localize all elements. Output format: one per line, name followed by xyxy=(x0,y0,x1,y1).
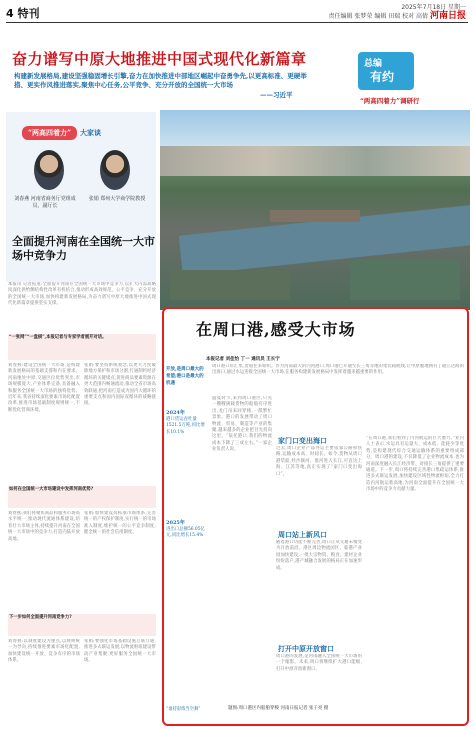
column-badge xyxy=(358,52,414,90)
theme-banner xyxy=(6,46,468,104)
interview-tag: “两高四着力” xyxy=(22,126,77,140)
portrait-caption-2: 张娟 郑州大学商学院教授 xyxy=(88,196,146,202)
answer-column-3: 刘春燕:我们将聚焦商品和服务市场高水平统一,推动现代流通体系建设,培育壮大市场主体,持续提升河南在全国统一大市场中的竞争力,打造内陆开放高地。 xyxy=(8,511,80,542)
section-heading-1: 家门口变出海口 xyxy=(278,436,327,445)
sidebar-text-1: 港口货运吞吐量1521.5万吨,同比增长10.1% xyxy=(166,416,205,435)
sidebar-footer: “谁持彩练当空舞” xyxy=(166,707,201,712)
sidebar-stat-1 xyxy=(166,410,208,436)
article-col-2a: 过去,周口企业产品外运主要依靠公路和铁路,运输成本高、时间长。如今,货物从周口港装船,经沙颍河、淮河进入长江,可直达上海、江苏等地,真正实现了“家门口变出海口”。 xyxy=(276,446,362,477)
sidebar-year-1: 2024年 xyxy=(166,410,185,416)
sidebar-year-2: 2025年 xyxy=(166,520,185,526)
answer-column-1: 刘春燕:建设全国统一大市场,是构建新发展格局的基础支撑和内在要求。河南地处中原,交通区位优势突出,市场规模庞大,产业体系完备,具备融入和服务全国统一大市场的独特优势。近年来,我省持续深化要素市场化配置改革,推进市场基础制度规则统一,不断优化营商环境。 xyxy=(8,363,80,413)
answer-column-2: 张娟:要坚持系统观念,以更大力度破除地方保护和市场分割,打通制约经济循环的关键堵点,促进商品要素资源在更大范围内畅通流动,推动全省市场高效联通,把河南打造成为国内大循环的重要支点和国内国际双循环的战略链接。 xyxy=(84,363,156,407)
header-rule xyxy=(6,22,468,23)
banner-title: 奋力谱写中原大地推进中国式现代化新篇章 xyxy=(12,50,307,68)
section-heading-3: 打开中原开放窗口 xyxy=(278,644,334,653)
issue-date: 2025年7月18日 星期一 xyxy=(401,4,466,11)
article-title: 在周口港,感受大市场 xyxy=(196,320,356,339)
article-col-2b: 随着港口功能不断完善,周口正从交通末梢变为开放前沿。港区周边物流园区、临港产业园加快建设,一批大宗物资、粮食、建材企业纷纷落户,港产城融合发展的格局正在加速形成。 xyxy=(276,540,362,571)
badge-line-1: 总编 xyxy=(364,59,383,69)
portrait-photo-2 xyxy=(100,150,130,190)
quote-signature: ——习近平 xyxy=(260,91,293,99)
portrait-caption-1: 刘春燕 河南省商务厅党组成员、副厅长 xyxy=(14,196,76,209)
section-heading-2: 周口站上新风口 xyxy=(278,530,327,539)
interview-tag-suffix: 大家谈 xyxy=(80,128,101,137)
answer-column-4: 张娟:加快建设高标准市场体系,完善统一的产权保护制度,实行统一的市场准入制度,维护统一的公平竞争制度,健全统一的社会信用制度。 xyxy=(84,511,156,536)
interview-intro: 本报讯 记者报道:全面提升河南在全国统一大市场中竞争力,以扩大内需战略同深化供给侧结构性改革有机结合,推动形成高效规范、公平竞争、充分开放的全国统一大市场,加快构建新发展格局,为奋力谱写中原大地推进中国式现代化新篇章提供坚实支撑。 xyxy=(8,282,156,307)
interview-headline: 全面提升河南在全国统一大市场中竞争力 xyxy=(12,235,155,262)
port-aerial-photo xyxy=(160,110,470,310)
header-info xyxy=(329,4,466,21)
answer-column-6: 张娟:要强化市场基础设施互联互通,推进多式联运发展,以物流枢纽建设带动产业集聚,更好服务全国统一大市场。 xyxy=(84,639,156,664)
badge-line-2: 有约 xyxy=(370,70,395,84)
editors-line xyxy=(329,12,466,21)
page-number: 4 特刊 xyxy=(6,7,40,20)
question-box-3: 下一步如何全面提升河南竞争力? xyxy=(8,614,156,636)
editors-text: 责任编辑 张梦荣 编辑 田瑞 校对 高倩 xyxy=(328,13,429,20)
article-lead: 周口港口岸汇集,货船往来如织。作为河南最大的内河港口,周口港已开通至长三角等地的集装箱航线,让中原腹地拥有了通江达海的出海口,通过水运连接全国统一大市场,在服务构建新发展格局中发挥着越来越重要的作用。 xyxy=(212,364,464,376)
portrait-photo-1 xyxy=(34,150,64,190)
sidebar-stat-2 xyxy=(166,520,208,540)
page-header xyxy=(0,0,474,48)
sidebar-text-2: 进出口总额56.05亿元,同比增长15.4% xyxy=(166,526,205,539)
article-byline: 本报记者 刘佳怡 丁一 通讯员 王长宁 xyxy=(206,357,280,362)
badge-caption: “两高四着力”调研行 xyxy=(360,97,420,105)
banner-quote: 构建新发展格局,建设坚强稳固增长引擎,奋力在加快推进中部地区崛起中奋勇争先,以更高标准、更硬举措、更实作风推进落实,聚焦中心任务,公平竞争、充分开放的全国统一大市场 xyxy=(14,72,307,89)
article-col-1: 盛夏时节,来到周口港区,只见一艘艘满载货物的船舶有序进出,龙门吊来回穿梭,一派繁忙景象。港口的发展带动了周口物流、贸易、制造等产业的集聚,越来越多的企业把目光投向这里。“依托港口,我们的物流成本下降了三成左右。”一家企业负责人说。 xyxy=(212,396,272,453)
photo-credit: 题图:周口港区内船舶穿梭 河南日报记者 张子亮 摄 xyxy=(228,706,329,711)
article-col-3: “在周口港,我们看到了内河航运的巨大潜力。”业内人士表示,水运具有运量大、成本低、能耗少等优势,是构建现代综合交通运输体系的重要组成部分。周口港的建设,不仅降低了企业物流成本,也为河南深度融入长江经济带、对接长三角提供了重要通道。下一步,周口将持续完善港口集疏运体系,推进多式联运发展,加快建设区域性物流枢纽,全力打造内河航运新高地,为河南全面提升在全国统一大市场中的竞争力贡献力量。 xyxy=(366,436,464,493)
question-box-1: “一张网”“一盘棋”,本报记者与专家学者展开对话。 xyxy=(8,334,156,360)
answer-column-5: 刘春燕:以制度建设为重点,以规则统一为导向,持续推进要素市场化配置,加快建设统一开放、竞争有序的市场体系。 xyxy=(8,639,80,664)
sidebar-lead: 开放,是周口最大的希望;港口是最大的机遇 xyxy=(166,367,204,386)
article-col-2c: 周口港的发展,是河南融入全国统一大市场的一个缩影。未来,周口将继续扩大港口能级,打开中原开放新窗口。 xyxy=(276,654,362,672)
question-box-2: 如何在全国统一大市场建设中发挥河南优势? xyxy=(8,486,156,508)
newspaper-logo: 河南日报 xyxy=(429,11,466,21)
